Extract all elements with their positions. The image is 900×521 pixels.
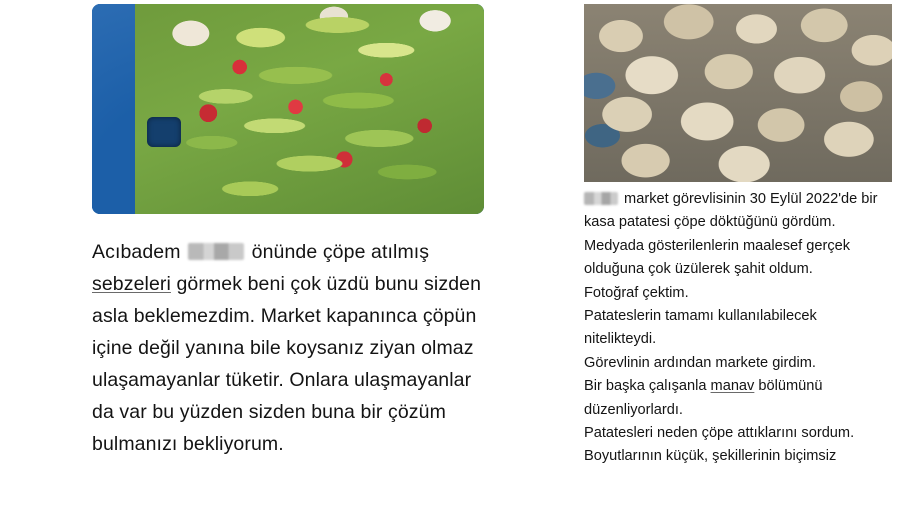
underlined-word-manav: manav — [710, 378, 755, 395]
crate-handle — [147, 117, 181, 147]
right-line-4: Patateslerin tamamı kullanılabilecek nitelikteydi. — [584, 308, 817, 348]
right-column-text — [584, 188, 892, 469]
photo-discarded-potatoes — [584, 4, 892, 182]
photo-discarded-vegetables-in-blue-crate — [92, 4, 484, 214]
left-column-paragraph — [92, 236, 484, 460]
right-line-1 — [584, 188, 892, 235]
right-line-5: Görevlinin ardından markete girdim. — [584, 354, 816, 371]
column-divider — [556, 0, 557, 521]
right-line-3: Fotoğraf çektim. — [584, 284, 689, 301]
paragraph-text-before-redaction: Acıbadem — [92, 241, 187, 263]
right-line-1-text: market görevlisinin 30 Eylül 2022'de bir kasa patatesi çöpe döktüğünü gördüm. — [584, 191, 878, 231]
right-line-6: Bir başka çalışanla manav bölümünü düzenliyorlardı. — [584, 378, 823, 418]
underlined-word-sebzeleri: sebzeleri — [92, 273, 171, 295]
vegetable-crate-image — [92, 4, 484, 214]
redaction-block-small — [584, 192, 618, 205]
redaction-block — [188, 243, 244, 260]
right-line-2: Medyada gösterilenlerin maalesef gerçek olduğuna çok üzülerek şahit oldum. — [584, 237, 851, 278]
paragraph-text-after-redaction: önünde çöpe atılmış sebzeleri görmek beni çok üzdü bunu sizden asla beklemezdim. Market kapanınca çöpün içine değil yanına bile koysanız ziyan olmaz ulaşamayanlar tüketir. Onlara ulaşmayanlar da var bu yüzden sizden buna bir çözüm bulmanızı bekliyorum. — [92, 241, 482, 455]
right-line-7: Patatesleri neden çöpe attıklarını sordum. — [584, 425, 855, 442]
right-line-8: Boyutlarının küçük, şekillerinin biçimsiz — [584, 448, 837, 465]
potatoes-image — [584, 4, 892, 182]
